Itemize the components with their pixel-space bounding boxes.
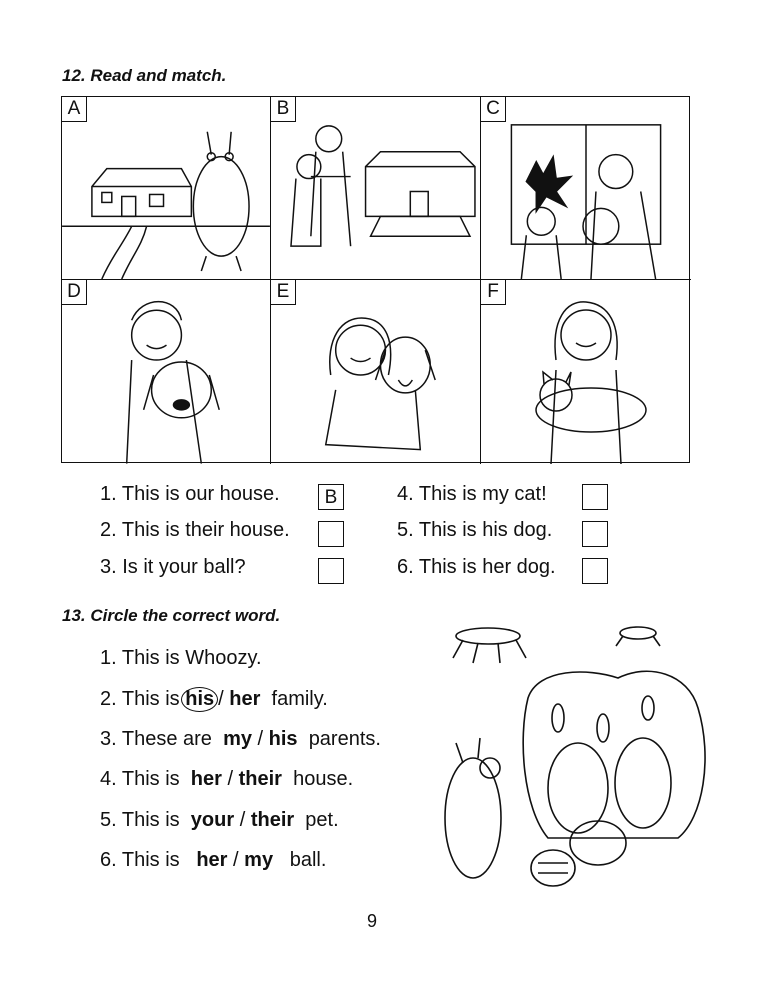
item-ending: ball. xyxy=(289,849,327,871)
separator: / xyxy=(257,728,264,750)
item-text: 5. This is xyxy=(100,809,180,831)
sentence-2: 2. This is their house. xyxy=(100,519,290,541)
circle-item-1 xyxy=(100,647,262,670)
alien-family-illustration xyxy=(428,618,748,888)
picture-label: F xyxy=(481,280,506,305)
item-ending: house. xyxy=(293,768,354,790)
item-ending: family. xyxy=(271,688,328,710)
sentence-3: 3. Is it your ball? xyxy=(100,556,246,578)
exercise-13-title: 13. Circle the correct word. xyxy=(62,606,281,625)
option-a[interactable]: her xyxy=(190,768,222,790)
picture-c xyxy=(481,97,691,280)
family-house-illustration xyxy=(271,97,480,279)
sentence-5: 5. This is his dog. xyxy=(397,519,553,541)
option-a[interactable]: her xyxy=(196,849,228,871)
boy-dog-illustration xyxy=(62,280,270,464)
item-text: 3. These are xyxy=(100,728,212,750)
picture-f xyxy=(481,280,691,464)
picture-label: D xyxy=(62,280,87,305)
answer-box-3[interactable] xyxy=(318,558,344,584)
item-text: 6. This is xyxy=(100,849,180,871)
broken-window-ball-illustration xyxy=(481,97,691,279)
option-b[interactable]: his xyxy=(268,728,298,750)
answer-box-1[interactable]: B xyxy=(318,484,344,510)
item-ending: parents. xyxy=(308,728,381,750)
option-a[interactable]: my xyxy=(223,728,252,750)
option-b[interactable]: their xyxy=(250,809,295,831)
item-text: 4. This is xyxy=(100,768,180,790)
picture-grid xyxy=(61,96,690,463)
girl-cat-illustration xyxy=(481,280,691,464)
picture-label: A xyxy=(62,97,87,122)
separator: / xyxy=(218,688,224,710)
answer-box-4[interactable] xyxy=(582,484,608,510)
circle-item-4 xyxy=(100,768,353,791)
sentence-1: 1. This is our house. xyxy=(100,483,280,505)
circle-item-3 xyxy=(100,728,381,751)
answer-box-2[interactable] xyxy=(318,521,344,547)
picture-label: E xyxy=(271,280,296,305)
exercise-12-title: 12. Read and match. xyxy=(62,66,227,85)
girl-dog-illustration xyxy=(271,280,480,464)
picture-label: C xyxy=(481,97,506,122)
item-text: 1. This is Whoozy. xyxy=(100,647,262,669)
page-number: 9 xyxy=(367,911,378,931)
option-b[interactable]: her xyxy=(229,688,261,710)
circle-item-5 xyxy=(100,809,339,832)
house-alien-illustration xyxy=(62,97,270,279)
picture-e xyxy=(271,280,481,464)
item-ending: pet. xyxy=(305,809,339,831)
option-a[interactable]: your xyxy=(190,809,235,831)
option-b[interactable]: their xyxy=(238,768,282,790)
answer-box-5[interactable] xyxy=(582,521,608,547)
separator: / xyxy=(239,809,246,831)
answer-box-6[interactable] xyxy=(582,558,608,584)
circle-item-6 xyxy=(100,849,326,872)
picture-label: B xyxy=(271,97,296,122)
picture-d xyxy=(62,280,271,464)
separator: / xyxy=(233,849,239,871)
circle-item-2 xyxy=(100,687,328,712)
sentence-6: 6. This is her dog. xyxy=(397,556,556,578)
separator: / xyxy=(227,768,234,790)
sentence-4: 4. This is my cat! xyxy=(397,483,547,505)
option-a-circled[interactable]: his xyxy=(181,687,218,712)
option-b[interactable]: my xyxy=(244,849,274,871)
item-text: 2. This is xyxy=(100,688,180,710)
picture-b xyxy=(271,97,481,280)
picture-a xyxy=(62,97,271,280)
